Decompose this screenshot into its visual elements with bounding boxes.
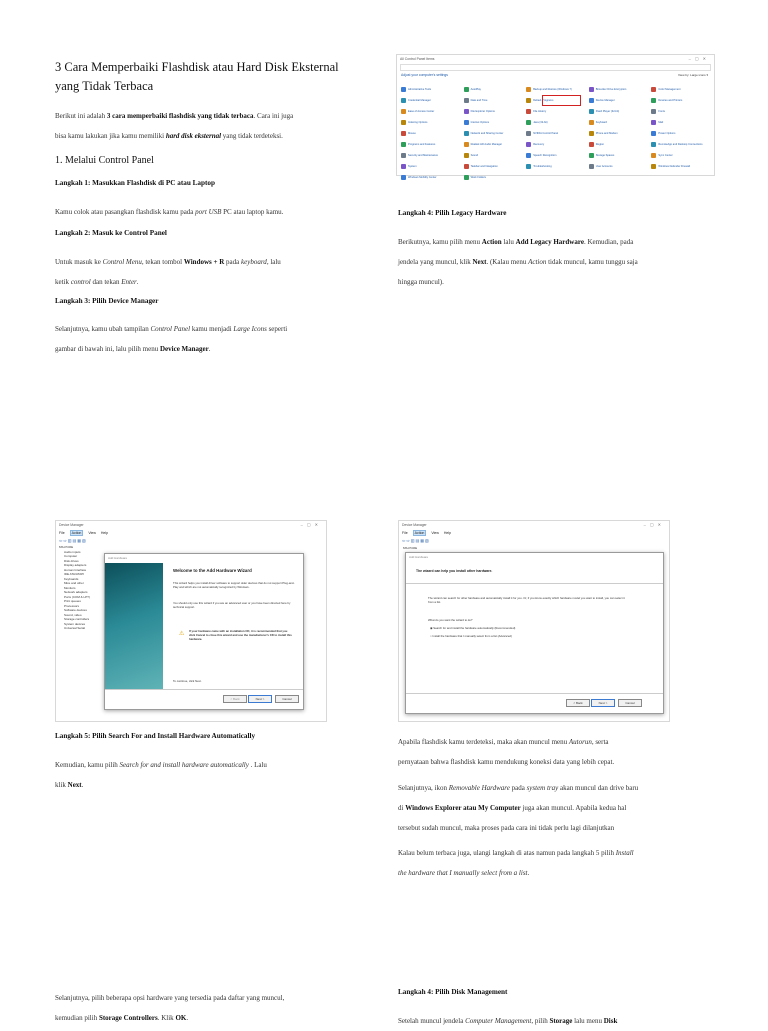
window-controls: –▢✕	[300, 522, 322, 527]
cp-item-label: Windows Mobility Center	[408, 175, 437, 179]
cp-item-label: File Explorer Options	[470, 109, 495, 113]
step4-heading: Langkah 4: Pilih Legacy Hardware	[398, 209, 507, 217]
cp-item[interactable]	[589, 85, 648, 93]
step5-heading: Langkah 5: Pilih Search For and Install Hardware Automatically	[55, 732, 256, 740]
cp-item[interactable]	[464, 173, 523, 181]
cp-item-label: Credential Manager	[408, 98, 431, 102]
tree-node[interactable]: Storage controllers	[64, 617, 90, 621]
control-panel-item-icon	[651, 131, 656, 136]
tree-node[interactable]: Disk drives	[64, 558, 79, 563]
control-panel-item-icon	[401, 120, 406, 125]
wizard-p1: The wizard can search for other hardware and automatically install it for you. Or, if you know exactly which hardware model you want to install, you can select it from a list.	[428, 596, 625, 604]
option-search-auto[interactable]: ◉ Search for and install the hardware automatically (Recommended)	[430, 626, 516, 630]
cp-item-label: Date and Time	[470, 98, 488, 102]
control-panel-item-icon	[464, 153, 469, 158]
cancel-button[interactable]: Cancel	[275, 695, 299, 703]
cancel-button[interactable]: Cancel	[618, 699, 642, 707]
cp-item-label: Color Management	[658, 87, 681, 91]
left-column	[55, 58, 370, 96]
control-panel-item-icon	[651, 153, 656, 158]
device-manager-wizard-screenshot	[55, 520, 327, 722]
control-panel-item-icon	[526, 142, 531, 147]
tree-node[interactable]: Network adapters	[64, 590, 88, 594]
cp-item[interactable]	[464, 85, 523, 93]
window-controls: –▢✕	[643, 522, 665, 527]
control-panel-item-icon	[464, 98, 469, 103]
cp-item-label: Storage Spaces	[595, 153, 615, 157]
cp-item[interactable]	[526, 129, 585, 137]
add-hardware-dialog	[104, 553, 304, 710]
step4-text: Berikutnya, kamu pilih menu Action lalu Add Legacy Hardware. Kemudian, pada jendela yang muncul, klik Next. (Kalau menu Action tidak muncul, kamu tunggu saja hingga muncul).	[398, 238, 638, 286]
cp-item[interactable]	[651, 140, 710, 148]
window-controls: –▢✕	[688, 56, 710, 61]
cp-view-by: View by: Large icons ▾	[678, 73, 708, 77]
control-panel-item-icon	[589, 164, 594, 169]
cp-item[interactable]	[589, 96, 648, 104]
control-panel-item-icon	[526, 153, 531, 158]
cp-item[interactable]	[526, 85, 585, 93]
cp-item-label: Taskbar and Navigation	[470, 164, 498, 168]
tree-root[interactable]: MS-PC0IE	[59, 545, 74, 549]
cp-item[interactable]	[464, 118, 523, 126]
cp-item-label: Mail	[658, 120, 664, 124]
cp-item[interactable]	[651, 96, 710, 104]
tree-node[interactable]: Human Interface	[64, 567, 87, 572]
cp-item[interactable]	[401, 140, 460, 148]
cp-item[interactable]	[401, 173, 460, 181]
cp-item-label: File History	[533, 109, 547, 113]
dialog-title: Add Hardware	[108, 556, 128, 560]
control-panel-item-icon	[526, 109, 531, 114]
wizard-side-banner	[105, 563, 163, 689]
cp-item[interactable]	[401, 129, 460, 137]
control-panel-item-icon	[589, 98, 594, 103]
dm1-menubar: File Action View Help	[59, 531, 109, 535]
control-panel-item-icon	[526, 87, 531, 92]
title-line-2: yang Tidak Terbaca	[55, 79, 154, 93]
control-panel-item-icon	[464, 175, 469, 180]
removable-hardware-paragraph: Selanjutnya, ikon Removable Hardware pada system tray akan muncul dan drive baru di Windows Explorer atau My Computer juga akan muncul. Apabila kedua hal tersebut sudah muncul, maka proses pada cara ini tidak perlu lagi dilanjutkan	[398, 784, 639, 832]
cp-item-label: Ease of Access Center	[408, 109, 435, 113]
cp-item[interactable]	[651, 129, 710, 137]
tree-node[interactable]: Universal Serial	[64, 626, 86, 630]
back-button[interactable]: < Back	[566, 699, 590, 707]
cp-item-label: Java (32-bit)	[533, 120, 548, 124]
step2-text: Untuk masuk ke Control Menu, tekan tombol Windows + R pada keyboard, lalu ketik control dan tekan Enter.	[55, 258, 281, 286]
cp-item[interactable]	[401, 118, 460, 126]
dm2-toolbar: ⇦⇨▥▤▦▧	[402, 538, 430, 543]
cp-item[interactable]	[526, 151, 585, 159]
cp-item[interactable]	[464, 162, 523, 170]
dm2-menubar: File Action View Help	[402, 531, 452, 535]
device-manager-search-screenshot	[398, 520, 670, 722]
cp-item[interactable]	[401, 107, 460, 115]
control-panel-item-icon	[651, 109, 656, 114]
control-panel-item-icon	[526, 131, 531, 136]
cp-item-label: AutoPlay	[470, 87, 481, 91]
autorun-paragraph: Apabila flashdisk kamu terdeteksi, maka akan muncul menu Autorun, serta pernyataan bahwa flashdisk kamu mendukung koneksi data yang lebih cepat.	[398, 738, 615, 766]
disk-management-text: Setelah muncul jendela Computer Management, pilih Storage lalu menu Disk	[398, 1017, 618, 1025]
option-manual-select[interactable]: ○ Install the hardware that I manually select from a list (Advanced)	[430, 634, 512, 638]
tree-node[interactable]: Audio inputs	[64, 549, 81, 554]
cp-item-label: Administrative Tools	[408, 87, 432, 91]
cp-item[interactable]	[589, 107, 648, 115]
control-panel-item-icon	[589, 142, 594, 147]
cp-item[interactable]	[401, 96, 460, 104]
tree-node[interactable]: Processors	[64, 603, 80, 608]
cp-heading: Adjust your computer's settings	[401, 73, 449, 77]
cp-item-label: BitLocker Drive Encryption	[595, 87, 627, 91]
tree-node[interactable]: Mice and other	[64, 581, 84, 585]
radio-empty-icon: ○	[430, 634, 432, 638]
control-panel-item-icon	[526, 164, 531, 169]
cp-item[interactable]	[526, 107, 585, 115]
control-panel-item-icon	[589, 120, 594, 125]
step1-text: Kamu colok atau pasangkan flashdisk kamu pada port USB PC atau laptop kamu.	[55, 208, 284, 216]
cp-item[interactable]	[589, 118, 648, 126]
control-panel-item-icon	[651, 98, 656, 103]
cp-item[interactable]	[651, 118, 710, 126]
tree-node[interactable]: Sound, video	[64, 612, 82, 617]
cp-item-label: Sync Center	[658, 153, 673, 157]
control-panel-item-icon	[589, 109, 594, 114]
cp-item-label: User Accounts	[595, 164, 613, 168]
cp-item-label: Troubleshooting	[533, 164, 552, 168]
wizard-question: What do you want the wizard to do?	[428, 618, 473, 622]
cp-item-label: Work Folders	[470, 175, 486, 179]
cp-item-label: Recovery	[533, 142, 545, 146]
tree-node[interactable]: System devices	[64, 621, 86, 626]
control-panel-item-icon	[526, 120, 531, 125]
control-panel-item-icon	[401, 98, 406, 103]
cp-item[interactable]	[589, 129, 648, 137]
control-panel-item-icon	[651, 120, 656, 125]
tree-node[interactable]: Computer	[64, 554, 78, 558]
cp-item-label: Network and Sharing Center	[470, 131, 504, 135]
cp-item-label: System	[408, 164, 417, 168]
retry-paragraph: Kalau belum terbaca juga, ulangi langkah di atas namun pada langkah 5 pilih Install the hardware that I manually select from a list.	[398, 849, 634, 877]
cp-item-label: Indexing Options	[408, 120, 428, 124]
cp-item[interactable]	[464, 129, 523, 137]
back-button[interactable]: < Back	[223, 695, 247, 703]
control-panel-item-icon	[589, 153, 594, 158]
cp-item-label: Flash Player (32-bit)	[595, 109, 620, 113]
disk-management-heading: Langkah 4: Pilih Disk Management	[398, 988, 508, 996]
section-heading-control-panel: 1. Melalui Control Panel	[55, 155, 154, 166]
tree-node[interactable]: Ports (COM & LPT)	[64, 594, 91, 599]
intro-paragraph: Berikut ini adalah 3 cara memperbaiki flashdisk yang tidak terbaca. Cara ini juga bisa kamu lakukan jika kamu memiliki hard disk eksternal yang tidak terdeteksi.	[55, 112, 294, 140]
cp-item[interactable]	[589, 162, 648, 170]
control-panel-item-icon	[464, 131, 469, 136]
control-panel-item-icon	[589, 131, 594, 136]
control-panel-item-icon	[526, 98, 531, 103]
control-panel-item-icon	[589, 87, 594, 92]
cp-item[interactable]	[526, 162, 585, 170]
cp-item[interactable]	[651, 162, 710, 170]
device-manager-highlight	[542, 95, 581, 106]
cp-item-label: Sound	[470, 153, 479, 157]
control-panel-item-icon	[401, 153, 406, 158]
cp-item[interactable]	[651, 85, 710, 93]
cp-item-label: Backup and Restore (Windows 7)	[533, 87, 572, 91]
control-panel-item-icon	[464, 87, 469, 92]
cp-item[interactable]	[464, 107, 523, 115]
step1-heading: Langkah 1: Masukkan Flashdisk di PC atau Laptop	[55, 179, 215, 187]
control-panel-item-icon	[401, 175, 406, 180]
storage-controllers-paragraph: Selanjutnya, pilih beberapa opsi hardware yang tersedia pada daftar yang muncul, kemudian pilih Storage Controllers. Klik OK.	[55, 994, 285, 1022]
cp-item[interactable]	[651, 107, 710, 115]
cp-item-label: Default Programs	[533, 98, 554, 102]
cp-item[interactable]	[464, 151, 523, 159]
control-panel-item-icon	[401, 131, 406, 136]
next-button[interactable]: Next >	[248, 695, 272, 703]
wizard-p2: You should only use this wizard if you are an advanced user or you have been directed here by technical support.	[173, 601, 291, 609]
cp-item-label: RemoteApp and Desktop Connections	[658, 142, 703, 146]
control-panel-item-icon	[401, 87, 406, 92]
dm1-toolbar: ⇦⇨▥▤▦▧	[59, 538, 87, 543]
cp-item-label: Windows Defender Firewall	[658, 164, 690, 168]
warning-icon: ⚠	[179, 631, 185, 637]
cp-item-label: Fonts	[658, 109, 665, 113]
cp-item[interactable]	[401, 85, 460, 93]
article-title	[55, 58, 370, 96]
control-panel-screenshot	[396, 54, 715, 179]
cp-item-label: Devices and Printers	[658, 98, 683, 102]
tree-node[interactable]: Monitors	[64, 585, 76, 590]
cp-item-label: Region	[595, 142, 605, 146]
cp-item-label: Internet Options	[470, 120, 490, 124]
cp-item[interactable]	[526, 140, 585, 148]
tree-node[interactable]: Display adapters	[64, 563, 87, 567]
cp-item[interactable]	[464, 140, 523, 148]
control-panel-item-icon	[464, 142, 469, 147]
cp-item[interactable]	[651, 151, 710, 159]
control-panel-item-icon	[401, 142, 406, 147]
dm2-tree-root: MS-PC0IE	[403, 546, 418, 550]
cp-item-label: Power Options	[658, 131, 676, 135]
tree-node[interactable]: Keyboards	[64, 576, 79, 581]
step3-text: Selanjutnya, kamu ubah tampilan Control Panel kamu menjadi Large Icons seperti gambar di bawah ini, lalu pilih menu Device Manager.	[55, 325, 288, 353]
cp-item-label: Speech Recognition	[533, 153, 557, 157]
cp-item[interactable]	[401, 162, 460, 170]
dialog-title: Add Hardware	[409, 555, 429, 559]
wizard-heading: The wizard can help you install other hardware.	[416, 569, 493, 573]
cp-item[interactable]	[589, 151, 648, 159]
control-panel-item-icon	[464, 109, 469, 114]
next-button[interactable]: Next >	[591, 699, 615, 707]
control-panel-item-icon	[464, 164, 469, 169]
cp-item-label: Keyboard	[595, 120, 607, 124]
cp-item-label: Security and Maintenance	[408, 153, 438, 157]
control-panel-item-icon	[401, 109, 406, 114]
cp-item-label: Mouse	[408, 131, 416, 135]
cp-item-label: Phone and Modem	[595, 131, 618, 135]
step5-text: Kemudian, kamu pilih Search for and install hardware automatically . Lalu klik Next.	[55, 761, 267, 789]
control-panel-item-icon	[651, 164, 656, 169]
dm1-title: Device Manager	[59, 523, 84, 527]
dm2-title: Device Manager	[402, 523, 427, 527]
cp-item-label: Device Manager	[595, 98, 615, 102]
tree-node[interactable]: Software devices	[64, 608, 87, 612]
cp-item-label: Realtek HD Audio Manager	[470, 142, 503, 146]
control-panel-item-icon	[464, 120, 469, 125]
step3-heading: Langkah 3: Pilih Device Manager	[55, 297, 159, 305]
control-panel-item-icon	[401, 164, 406, 169]
tree-node[interactable]: Print queues	[64, 599, 81, 603]
wizard-continue: To continue, click Next.	[173, 679, 202, 683]
cp-item[interactable]	[589, 140, 648, 148]
address-bar	[400, 64, 711, 71]
dm1-device-tree	[59, 545, 90, 631]
cp-item-label: Programs and Features	[408, 142, 436, 146]
control-panel-item-icon	[651, 87, 656, 92]
cp-item[interactable]	[526, 118, 585, 126]
cp-item[interactable]	[464, 96, 523, 104]
add-hardware-dialog	[405, 552, 664, 714]
tree-node[interactable]: IDE ATA/ATAPI	[64, 572, 85, 576]
title-line-1: 3 Cara Memperbaiki Flashdisk atau Hard Disk Eksternal	[55, 60, 339, 74]
radio-selected-icon: ◉	[430, 626, 433, 630]
cp-item[interactable]	[401, 151, 460, 159]
wizard-warning: If your hardware came with an installation CD, it is recommended that you click Cancel to close this wizard and use the manufacturer's CD to install this hardware.	[189, 629, 292, 641]
control-panel-item-icon	[651, 142, 656, 147]
wizard-p1: This wizard helps you install driver software to support older devices that do not support Plug-and-Play and which are not automatically recognized by Windows.	[173, 581, 295, 589]
step2-heading: Langkah 2: Masuk ke Control Panel	[55, 229, 167, 237]
cp-window-title: All Control Panel Items	[400, 57, 435, 61]
cp-item-label: NVIDIA Control Panel	[533, 131, 559, 135]
wizard-heading: Welcome to the Add Hardware Wizard	[173, 568, 252, 573]
